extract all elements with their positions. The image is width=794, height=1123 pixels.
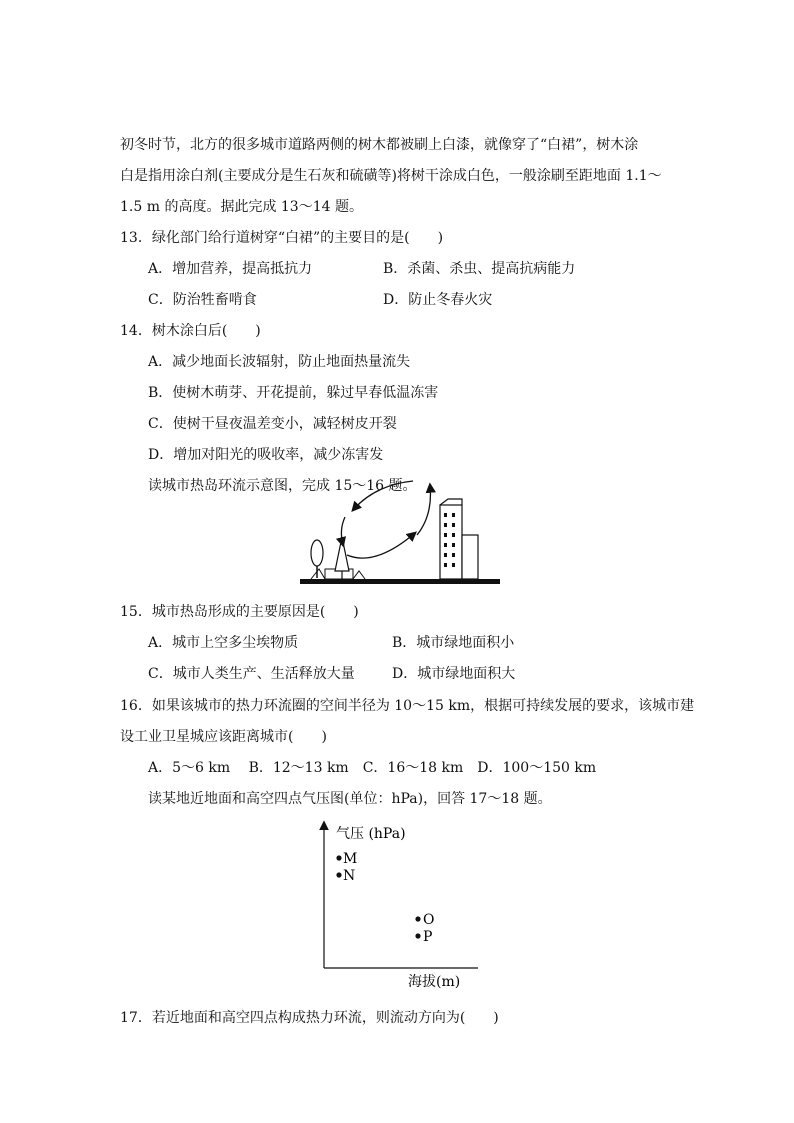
question-15-option-d: D．城市绿地面积大 <box>392 666 516 682</box>
question-15-option-a: A．城市上空多尘埃物质 <box>148 635 299 651</box>
question-13-option-c: C．防治牲畜啃食 <box>148 292 257 308</box>
point-m-marker <box>336 855 341 860</box>
intro-17-18: 读某地近地面和高空四点气压图(单位：hPa)，回答 17～18 题。 <box>148 791 552 807</box>
passage-line-2: 白是指用涂白剂(主要成分是生石灰和硫磺等)将树干涂成白色，一般涂刷至距地面 1.1～ <box>120 168 662 184</box>
heat-island-diagram <box>295 475 505 590</box>
question-14-option-b: B．使树木萌芽、开花提前，躲过早春低温冻害 <box>148 385 439 401</box>
point-p-marker <box>415 933 420 938</box>
arrow-aloft <box>353 481 413 510</box>
question-16-stem-line-1: 16．如果该城市的热力环流圈的空间半径为 10～15 km，根据可持续发展的要求，该城市建 <box>120 698 695 714</box>
question-15-option-b: B．城市绿地面积小 <box>392 635 515 651</box>
question-13-option-d: D．防止冬春火灾 <box>383 292 493 308</box>
question-14-option-a: A．减少地面长波辐射，防止地面热量流失 <box>148 354 411 370</box>
point-n-label: N <box>343 868 356 884</box>
point-n-marker <box>336 872 341 877</box>
arrow-surface-to-city <box>347 533 415 558</box>
question-16-stem-line-2: 设工业卫星城应该距离城市( ) <box>120 729 327 745</box>
point-m-label: M <box>343 851 358 867</box>
question-13-option-a: A．增加营养，提高抵抗力 <box>148 261 313 277</box>
question-13-stem: 13．绿化部门给行道树穿“白裙”的主要目的是( ) <box>120 230 444 246</box>
question-15-option-c: C．城市人类生产、生活释放大量 <box>148 666 355 682</box>
passage-line-3: 1.5 m 的高度。据此完成 13～14 题。 <box>120 199 363 215</box>
intro-15-16: 读城市热岛环流示意图，完成 15～16 题。 <box>148 478 417 494</box>
question-14-stem: 14．树木涂白后( ) <box>120 323 261 339</box>
point-p-label: P <box>423 929 433 945</box>
point-o-marker <box>415 916 420 921</box>
question-14-option-d: D．增加对阳光的吸收率，减少冻害发 <box>148 447 384 463</box>
question-14-option-c: C．使树干昼夜温差变小，减轻树皮开裂 <box>148 416 397 432</box>
question-13-option-b: B．杀菌、杀虫、提高抗病能力 <box>383 261 576 277</box>
y-axis-label: 气压 (hPa) <box>336 826 406 842</box>
ground-line <box>300 579 500 584</box>
question-15-stem: 15．城市热岛形成的主要原因是( ) <box>120 604 359 620</box>
question-17-stem: 17．若近地面和高空四点构成热力环流，则流动方向为( ) <box>120 1010 499 1026</box>
arrow-rising <box>417 485 430 535</box>
city-buildings-icon <box>440 499 478 579</box>
point-o-label: O <box>423 912 435 928</box>
x-axis-label: 海拔(m) <box>408 974 461 990</box>
passage-line-1: 初冬时节，北方的很多城市道路两侧的树木都被刷上白漆，就像穿了“白裙”，树木涂 <box>120 137 639 153</box>
question-16-options: A．5～6 km B．12～13 km C．16～18 km D．100～150 km <box>148 760 597 776</box>
pressure-altitude-chart <box>300 818 490 993</box>
